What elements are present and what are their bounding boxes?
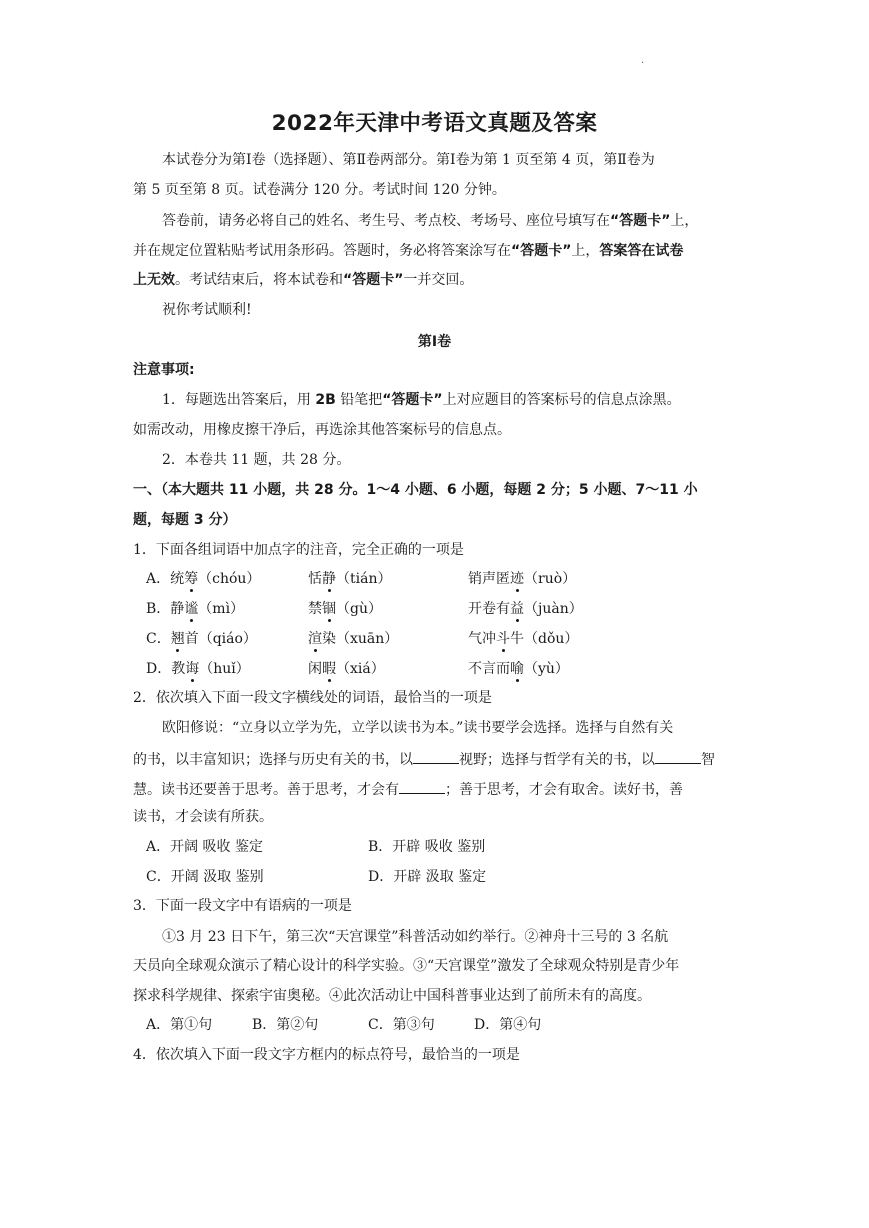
q1-word-2 xyxy=(308,630,398,648)
intro-text: 上， xyxy=(571,243,600,259)
q1-option-d[interactable] xyxy=(146,660,250,678)
passage-text: 视野；选择与哲学有关的书，以 xyxy=(459,752,655,768)
q2-option-d[interactable]: D．开辟 汲取 鉴定 xyxy=(368,869,487,885)
note-text: 上对应题目的答案标号的信息点涂黑。 xyxy=(442,392,681,408)
fill-blank xyxy=(413,749,459,764)
dotted-char: 喻 xyxy=(510,661,524,677)
q3-option-b[interactable]: B．第②句 xyxy=(252,1017,319,1033)
pinyin-text: （xiá） xyxy=(336,661,385,677)
notes-label: 注意事项: xyxy=(133,362,195,378)
intro-text: 。考试结束后，将本试卷和 xyxy=(175,272,343,288)
intro-text: 上， xyxy=(670,213,699,229)
q2-passage-line1: 欧阳修说：“立身以立学为先，立学以读书为本。”读书要学会选择。选择与自然有关 xyxy=(162,720,674,736)
note1-line1 xyxy=(162,391,681,409)
q1-word-3 xyxy=(468,570,576,588)
q3-option-c[interactable]: C．第③句 xyxy=(368,1017,435,1033)
dotted-char: 静 xyxy=(322,571,336,587)
q2-option-c[interactable]: C．开阔 汲取 鉴别 xyxy=(146,869,264,885)
passage-text: 慧。读书还要善于思考。善于思考，才会有 xyxy=(133,782,399,798)
q4-stem: 4．依次填入下面一段文字方框内的标点符号，最恰当的一项是 xyxy=(133,1047,520,1063)
q3-passage-line3: 探求科学规律、探索宇宙奥秘。④此次活动让中国科普事业达到了前所未有的高度。 xyxy=(133,988,651,1004)
note-text: 铅笔把 xyxy=(335,392,383,408)
pinyin-text: （chóu） xyxy=(198,571,261,587)
pinyin-text: （juàn） xyxy=(524,601,583,617)
word-text: 开卷有 xyxy=(468,601,510,617)
word-text: 统 xyxy=(170,571,185,587)
page-title: 2022年天津中考语文真题及答案 xyxy=(271,111,598,136)
dotted-char: 诲 xyxy=(185,661,200,677)
passage-text: ；善于思考，才会有取舍。读好书，善 xyxy=(445,782,683,798)
q1-word-2 xyxy=(308,570,391,588)
note2: 2．本卷共 11 题，共 28 分。 xyxy=(162,452,351,468)
q1-word-3 xyxy=(468,660,569,678)
corner-mark: · xyxy=(641,58,645,69)
dotted-char: 暇 xyxy=(322,661,336,677)
pinyin-text: （huǐ） xyxy=(199,661,250,677)
pinyin-text: （yù） xyxy=(524,661,569,677)
dotted-char: 锢 xyxy=(322,601,336,617)
q3-option-d[interactable]: D．第④句 xyxy=(474,1017,542,1033)
q3-stem: 3．下面一段文字中有语病的一项是 xyxy=(133,898,352,914)
warning-text: 答案答在试卷 xyxy=(599,243,684,259)
option-label: D． xyxy=(146,661,172,677)
answer-card-term: “答题卡” xyxy=(511,243,572,259)
pinyin-text: （mì） xyxy=(198,601,245,617)
pinyin-text: 首（qiáo） xyxy=(184,631,257,647)
q1-option-b[interactable] xyxy=(146,600,244,618)
pencil-type: 2B xyxy=(315,392,336,408)
pinyin-text: （tián） xyxy=(336,571,392,587)
word-text: 不言而 xyxy=(468,661,510,677)
pinyin-text: 染（xuān） xyxy=(322,631,399,647)
part-heading-line1: 一、（本大题共 11 小题，共 28 分。1～4 小题、6 小题，每题 2 分；5 小题、7～11 小 xyxy=(133,482,698,498)
note-text: 1．每题选出答案后，用 xyxy=(162,392,316,408)
q1-word-2 xyxy=(308,660,385,678)
q3-passage-line2: 天员向全球观众演示了精心设计的科学实验。③“天宫课堂”激发了全球观众特别是青少年 xyxy=(133,958,680,974)
dotted-char: 渲 xyxy=(308,631,322,647)
q2-option-b[interactable]: B．开辟 吸收 鉴别 xyxy=(368,839,486,855)
fill-blank xyxy=(655,749,701,764)
intro-p1-line1: 本试卷分为第Ⅰ卷（选择题）、第Ⅱ卷两部分。第Ⅰ卷为第 1 页至第 4 页，第Ⅱ卷为 xyxy=(162,152,655,168)
pinyin-text: （gù） xyxy=(336,601,382,617)
answer-card-term: “答题卡” xyxy=(382,392,443,408)
option-label: B． xyxy=(146,601,171,617)
word-text: 销声匿 xyxy=(468,571,510,587)
word-text: 闲 xyxy=(308,661,322,677)
intro-text: 并在规定位置粘贴考试用条形码。答题时，务必将答案涂写在 xyxy=(133,243,511,259)
warning-text: 上无效 xyxy=(133,272,175,288)
dotted-char: 筹 xyxy=(184,571,199,587)
q1-option-a[interactable] xyxy=(146,570,260,588)
pinyin-text: 牛（dǒu） xyxy=(510,631,579,647)
dotted-char: 谧 xyxy=(184,601,199,617)
dotted-char: 斗 xyxy=(496,631,510,647)
q1-word-3 xyxy=(468,630,578,648)
q1-word-3 xyxy=(468,600,583,618)
word-text: 静 xyxy=(170,601,185,617)
q1-stem: 1．下面各组词语中加点字的注音，完全正确的一项是 xyxy=(133,542,464,558)
option-label: C． xyxy=(146,631,171,647)
dotted-char: 迹 xyxy=(510,571,524,587)
word-text: 禁 xyxy=(308,601,322,617)
q2-passage-line4: 读书，才会读有所获。 xyxy=(133,809,273,825)
intro-p2-line2 xyxy=(133,242,683,260)
part-heading-line2: 题，每题 3 分） xyxy=(133,512,237,528)
option-label: A． xyxy=(146,571,171,587)
intro-p1-line2: 第 5 页至第 8 页。试卷满分 120 分。考试时间 120 分钟。 xyxy=(133,182,506,198)
q2-passage-line2 xyxy=(133,749,715,769)
word-text: 气冲 xyxy=(468,631,496,647)
q2-stem: 2．依次填入下面一段文字横线处的词语，最恰当的一项是 xyxy=(133,690,492,706)
intro-text: 答卷前，请务必将自己的姓名、考生号、考点校、考场号、座位号填写在 xyxy=(162,213,610,229)
q1-option-c[interactable] xyxy=(146,630,257,648)
q2-option-a[interactable]: A．开阔 吸收 鉴定 xyxy=(146,839,264,855)
answer-card-term: “答题卡” xyxy=(343,272,404,288)
dotted-char: 益 xyxy=(510,601,524,617)
dotted-char: 翘 xyxy=(170,631,185,647)
fill-blank xyxy=(399,779,445,794)
passage-text: 智 xyxy=(701,752,715,768)
q1-word-2 xyxy=(308,600,382,618)
passage-text: 的书，以丰富知识；选择与历史有关的书，以 xyxy=(133,752,413,768)
intro-p2-line3 xyxy=(133,271,473,289)
good-luck-text: 祝你考试顺利! xyxy=(162,302,252,318)
intro-p2-line1 xyxy=(162,212,698,230)
answer-card-term: “答题卡” xyxy=(610,213,671,229)
section-heading: 第Ⅰ卷 xyxy=(417,334,452,350)
q2-passage-line3 xyxy=(133,779,683,799)
word-text: 教 xyxy=(171,661,186,677)
q3-passage-line1: ①3 月 23 日下午，第三次“天宫课堂”科普活动如约举行。②神舟十三号的 3 名航 xyxy=(162,929,669,945)
pinyin-text: （ruò） xyxy=(524,571,577,587)
intro-text: 一并交回。 xyxy=(403,272,474,288)
q3-option-a[interactable]: A．第①句 xyxy=(146,1017,213,1033)
word-text: 恬 xyxy=(308,571,322,587)
note1-line2: 如需改动，用橡皮擦干净后，再选涂其他答案标号的信息点。 xyxy=(133,422,511,438)
